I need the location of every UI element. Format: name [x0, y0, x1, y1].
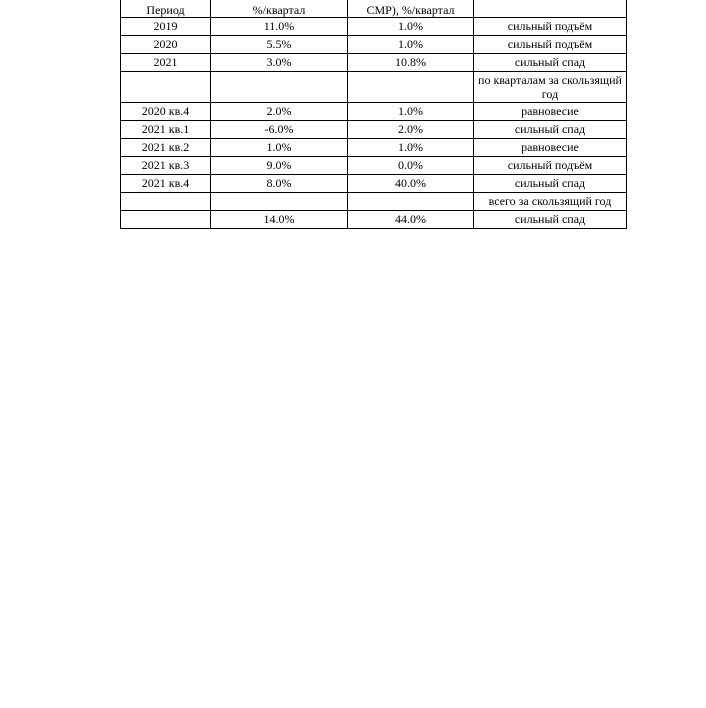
cell-value-2: 1.0%	[348, 103, 474, 121]
cell-value-1: 14.0%	[211, 211, 348, 229]
cell-period: 2020 кв.4	[121, 103, 211, 121]
cell-value-1: -6.0%	[211, 121, 348, 139]
table-row	[121, 139, 627, 157]
cell-value-1	[211, 193, 348, 211]
header-row	[121, 0, 627, 18]
cell-value-2: 40.0%	[348, 175, 474, 193]
cell-value-2: 1.0%	[348, 18, 474, 36]
table-row	[121, 36, 627, 54]
header-col4	[474, 0, 627, 18]
table-row	[121, 103, 627, 121]
section-label: всего за скользящий год	[474, 193, 627, 211]
data-table	[120, 0, 627, 229]
cell-value-1: 8.0%	[211, 175, 348, 193]
section-row	[121, 193, 627, 211]
cell-status: сильный подъём	[474, 36, 627, 54]
cell-period: 2021 кв.3	[121, 157, 211, 175]
cell-period: 2020	[121, 36, 211, 54]
cell-value-1: 5.5%	[211, 36, 348, 54]
cell-value-1: 9.0%	[211, 157, 348, 175]
cell-value-2: 10.8%	[348, 54, 474, 72]
cell-period: 2021 кв.4	[121, 175, 211, 193]
table-row	[121, 157, 627, 175]
cell-value-1	[211, 72, 348, 103]
table-row	[121, 175, 627, 193]
cell-value-1: 11.0%	[211, 18, 348, 36]
section-label: по кварталам за скользящий год	[474, 72, 627, 103]
cell-period	[121, 72, 211, 103]
cell-value-2: 1.0%	[348, 139, 474, 157]
cell-status: сильный подъём	[474, 157, 627, 175]
cell-value-2: 1.0%	[348, 36, 474, 54]
cell-period: 2021 кв.2	[121, 139, 211, 157]
cell-status: равновесие	[474, 103, 627, 121]
cell-status: сильный спад	[474, 211, 627, 229]
cell-value-2: 44.0%	[348, 211, 474, 229]
section-row	[121, 72, 627, 103]
cell-period	[121, 193, 211, 211]
cell-value-2: 0.0%	[348, 157, 474, 175]
cell-value-2: 2.0%	[348, 121, 474, 139]
cell-period	[121, 211, 211, 229]
cell-status: равновесие	[474, 139, 627, 157]
header-period: Период	[121, 0, 211, 18]
header-col2: %/квартал	[211, 0, 348, 18]
cell-value-1: 3.0%	[211, 54, 348, 72]
cell-status: сильный спад	[474, 175, 627, 193]
cell-status: сильный спад	[474, 121, 627, 139]
cell-value-2	[348, 193, 474, 211]
cell-value-2	[348, 72, 474, 103]
cell-status: сильный подъём	[474, 18, 627, 36]
table-row	[121, 121, 627, 139]
cell-period: 2021 кв.1	[121, 121, 211, 139]
cell-value-1: 2.0%	[211, 103, 348, 121]
table-row	[121, 18, 627, 36]
cell-period: 2019	[121, 18, 211, 36]
cell-value-1: 1.0%	[211, 139, 348, 157]
cell-status: сильный спад	[474, 54, 627, 72]
header-col3: СМР), %/квартал	[348, 0, 474, 18]
table-row	[121, 54, 627, 72]
cell-period: 2021	[121, 54, 211, 72]
total-row	[121, 211, 627, 229]
